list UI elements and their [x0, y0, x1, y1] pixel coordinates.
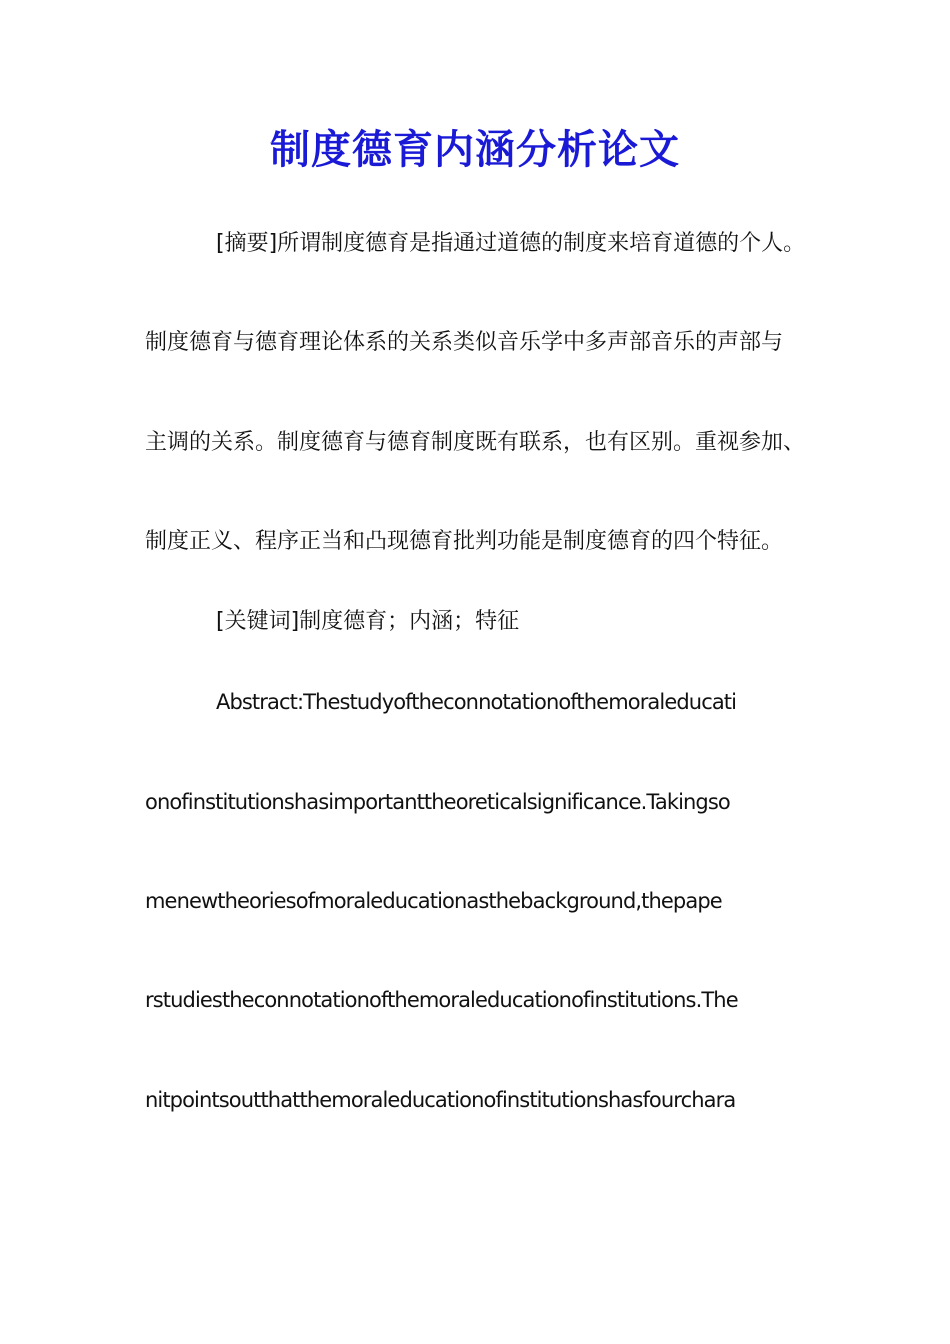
- english-abstract-line-2: onofinstitutionshasimportanttheoreticalsignificance.Takingso: [145, 790, 730, 814]
- abstract-line-3: 主调的关系。制度德育与德育制度既有联系，也有区别。重视参加、: [145, 430, 806, 455]
- english-abstract-line-5: nitpointsoutthatthemoraleducationofinstitutionshasfourchara: [145, 1088, 736, 1112]
- keywords-line: [关键词]制度德育；内涵；特征: [216, 609, 520, 634]
- abstract-line-1: [摘要]所谓制度德育是指通过道德的制度来培育道德的个人。: [216, 231, 806, 256]
- english-abstract-line-4: rstudiestheconnotationofthemoraleducationofinstitutions.The: [145, 988, 738, 1012]
- english-abstract-line-3: menewtheoriesofmoraleducationasthebackground,thepape: [145, 889, 722, 913]
- abstract-line-4: 制度正义、程序正当和凸现德育批判功能是制度德育的四个特征。: [145, 529, 784, 554]
- abstract-line-2: 制度德育与德育理论体系的关系类似音乐学中多声部音乐的声部与: [145, 330, 784, 355]
- document-title: 制度德育内涵分析论文: [270, 126, 680, 173]
- english-abstract-line-1: Abstract:Thestudyoftheconnotationofthemoraleducati: [216, 690, 737, 714]
